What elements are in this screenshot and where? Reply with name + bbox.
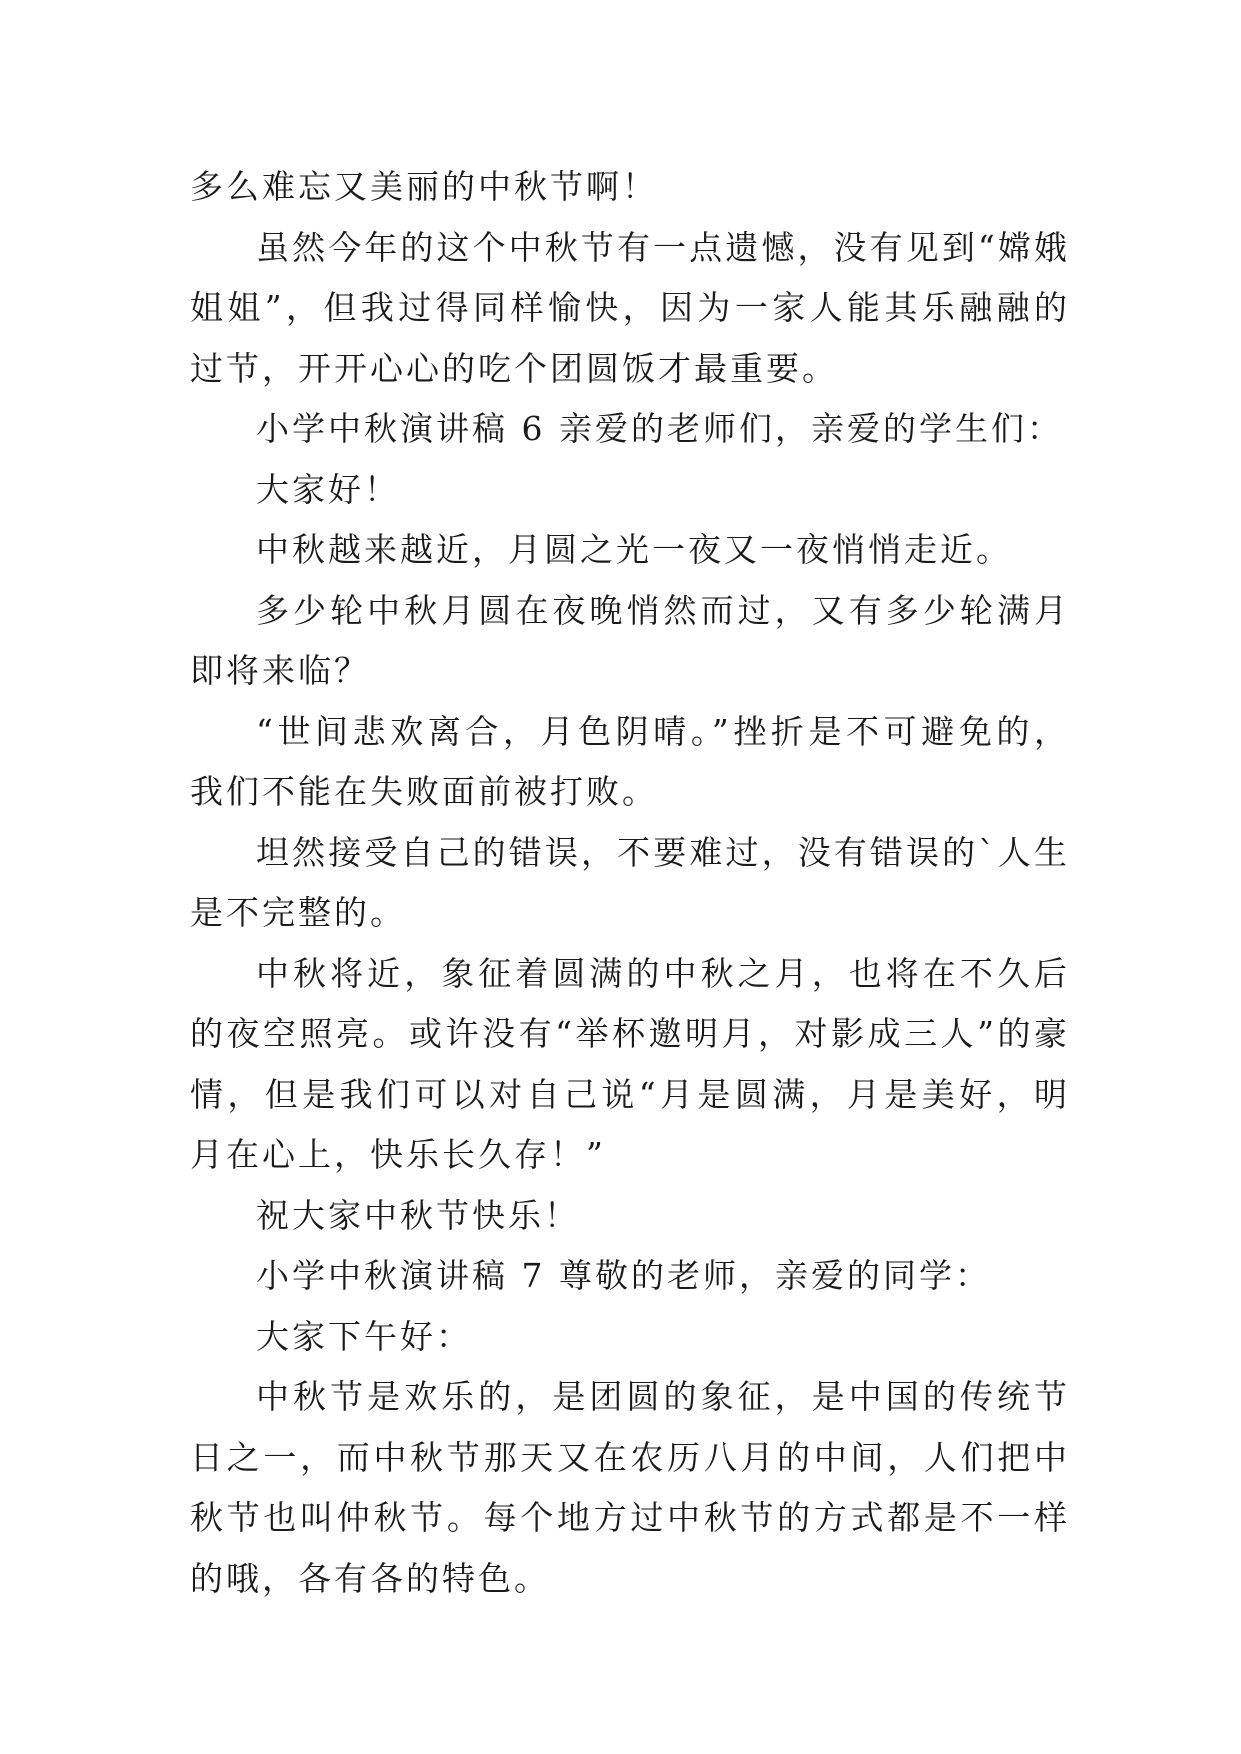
- paragraph: 多少轮中秋月圆在夜晚悄然而过，又有多少轮满月即将来临？: [190, 590, 1070, 690]
- paragraph: 中秋越来越近，月圆之光一夜又一夜悄悄走近。: [256, 530, 1012, 569]
- document-body: [190, 157, 1070, 1609]
- paragraph: 中秋节是欢乐的，是团圆的象征，是中国的传统节日之一，而中秋节那天又在农历八月的中间，人们把中秋节也叫仲秋节。每个地方过中秋节的方式都是不一样的哦，各有各的特色。: [190, 1377, 1070, 1598]
- paragraph: 坦然接受自己的错误，不要难过，没有错误的`人生是不完整的。: [190, 832, 1070, 932]
- paragraph: 中秋将近，象征着圆满的中秋之月，也将在不久后的夜空照亮。或许没有“举杯邀明月，对影成三人”的豪情，但是我们可以对自己说“月是圆满，月是美好，明月在心上，快乐长久存！”: [190, 953, 1070, 1174]
- closing-wish: 祝大家中秋节快乐！: [256, 1195, 580, 1235]
- paragraph: “世间悲欢离合，月色阴晴。”挫折是不可避免的，我们不能在失败面前被打败。: [190, 711, 1070, 811]
- paragraph: 虽然今年的这个中秋节有一点遗憾，没有见到“嫦娥姐姐”，但我过得同样愉快，因为一家人能其乐融融的过节，开开心心的吃个团圆饭才最重要。: [190, 227, 1070, 388]
- paragraph: 多么难忘又美丽的中秋节啊！: [190, 167, 658, 206]
- speech-heading-7: 小学中秋演讲稿 7 尊敬的老师，亲爱的同学：: [256, 1256, 991, 1295]
- speech-heading-6: 小学中秋演讲稿 6 亲爱的老师们，亲爱的学生们：: [256, 409, 1063, 448]
- greeting: 大家好！: [256, 469, 400, 509]
- greeting: 大家下午好：: [256, 1316, 472, 1356]
